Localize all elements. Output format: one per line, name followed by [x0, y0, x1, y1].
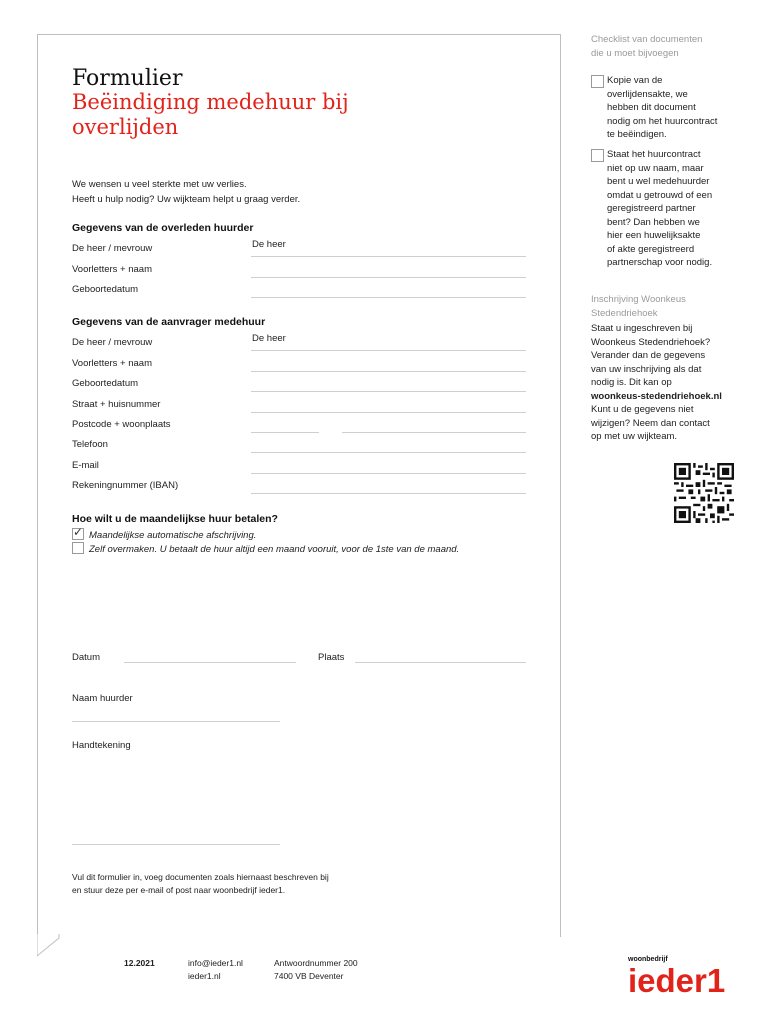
section-applicant-heading: Gegevens van de aanvrager medehuur — [72, 316, 266, 328]
field-label: Telefoon — [72, 439, 108, 450]
field-label: Rekeningnummer (IBAN) — [72, 480, 179, 491]
text-line: nodig om het huurcontract — [607, 115, 718, 127]
footer-contact — [188, 957, 243, 983]
checklist-heading-line-1: Checklist van documenten — [591, 34, 703, 45]
text-line: van uw inschrijving als dat — [591, 363, 702, 375]
page-tail — [37, 934, 87, 964]
date-label: Datum — [72, 652, 100, 663]
footer-date: 12.2021 — [124, 958, 155, 968]
checklist-heading — [591, 33, 702, 61]
deceased-salutation-input[interactable] — [251, 256, 526, 257]
intro-line-1: We wensen u veel sterkte met uw verlies. — [72, 179, 247, 190]
checkbox-manual[interactable] — [72, 542, 84, 554]
deceased-birthdate-row — [72, 284, 526, 302]
deceased-salutation-row — [72, 239, 526, 261]
field-label: Voorletters + naam — [72, 264, 153, 275]
applicant-iban-row — [72, 480, 526, 498]
text-line: nodig is. Dit kan op — [591, 377, 672, 388]
checklist-checkbox[interactable] — [591, 75, 604, 88]
deceased-name-input[interactable] — [251, 277, 526, 278]
applicant-phone-row — [72, 439, 526, 457]
text-line: Staat het huurcontract — [607, 149, 701, 160]
text-line: of akte geregistreerd — [607, 243, 695, 255]
text-line: op met uw wijkteam. — [591, 431, 678, 442]
text-line: omdat u getrouwd of een — [607, 189, 713, 201]
text-line: partnerschap voor nodig. — [607, 257, 713, 268]
applicant-birthdate-input[interactable] — [251, 391, 526, 392]
field-label: Geboortedatum — [72, 378, 139, 389]
applicant-birthdate-row — [72, 378, 526, 396]
payment-option-auto[interactable] — [72, 525, 257, 541]
text-line: hebben dit document — [607, 102, 696, 113]
deceased-name-row — [72, 264, 526, 282]
payment-option-manual[interactable] — [72, 542, 459, 555]
field-label: Geboortedatum — [72, 284, 139, 295]
checklist-item-text — [607, 74, 751, 142]
closing-line-1: Vul dit formulier in, voeg documenten zoals hiernaast beschreven bij — [72, 872, 329, 882]
footer-address-line-2: 7400 VB Deventer — [274, 971, 344, 981]
checklist-item-marriage-certificate — [591, 148, 751, 270]
signature-input[interactable] — [72, 844, 280, 845]
field-value: De heer — [252, 239, 286, 250]
section-deceased-heading: Gegevens van de overleden huurder — [72, 222, 254, 234]
closing-text — [72, 871, 329, 897]
woonkeus-link[interactable]: woonkeus-stedendriehoek.nl — [591, 390, 722, 402]
field-value: De heer — [252, 333, 286, 344]
applicant-street-row — [72, 399, 526, 417]
closing-line-2: en stuur deze per e-mail of post naar woonbedrijf ieder1. — [72, 885, 286, 895]
applicant-iban-input[interactable] — [251, 493, 526, 494]
text-line: bent u wel medehuurder — [607, 176, 710, 187]
brand-tagline: woonbedrijf — [628, 956, 668, 963]
text-line: te beëindigen. — [607, 129, 667, 140]
payment-option-label: Zelf overmaken. U betaalt de huur altijd een maand vooruit, voor de 1ste van de maand. — [89, 544, 460, 555]
applicant-salutation-row — [72, 333, 526, 355]
field-label: Voorletters + naam — [72, 358, 153, 369]
tenant-name-label: Naam huurder — [72, 693, 133, 704]
checkbox-auto[interactable] — [72, 525, 84, 540]
footer-address-line-1: Antwoordnummer 200 — [274, 958, 358, 968]
text-line: bent? Dan hebben we — [607, 216, 700, 228]
field-label: Straat + huisnummer — [72, 399, 161, 410]
text-line: Kunt u de gegevens niet — [591, 404, 694, 415]
footer-website[interactable]: ieder1.nl — [188, 971, 221, 981]
applicant-street-input[interactable] — [251, 412, 526, 413]
checklist-checkbox[interactable] — [591, 149, 604, 162]
applicant-email-row — [72, 460, 526, 478]
applicant-phone-input[interactable] — [251, 452, 526, 453]
field-label: De heer / mevrouw — [72, 243, 153, 254]
place-input[interactable] — [355, 662, 526, 663]
text-line: wijzigen? Neem dan contact — [591, 417, 710, 429]
applicant-name-input[interactable] — [251, 371, 526, 372]
signature-label: Handtekening — [72, 740, 131, 751]
brand-logo: ieder1 — [628, 962, 726, 999]
qr-code-icon[interactable] — [674, 463, 734, 523]
applicant-name-row — [72, 358, 526, 376]
applicant-email-input[interactable] — [251, 473, 526, 474]
intro-line-2: Heeft u hulp nodig? Uw wijkteam helpt u graag verder. — [72, 194, 301, 205]
footer-email[interactable]: info@ieder1.nl — [188, 958, 243, 968]
inschrijving-heading-line-2: Stedendriehoek — [591, 308, 658, 319]
form-title: Formulier — [72, 66, 183, 91]
checkmark-icon: ✓ — [73, 525, 84, 539]
text-line: Verander dan de gegevens — [591, 350, 706, 361]
text-line: Kopie van de — [607, 75, 663, 86]
checklist-heading-line-2: die u moet bijvoegen — [591, 48, 679, 59]
applicant-postcode-input[interactable] — [251, 432, 319, 433]
date-input[interactable] — [124, 662, 296, 663]
text-line: Woonkeus Stedendriehoek? — [591, 336, 711, 348]
section-payment-heading: Hoe wilt u de maandelijkse huur betalen? — [72, 513, 278, 525]
text-line: geregistreerd partner — [607, 203, 696, 214]
checklist-item-death-certificate — [591, 74, 751, 142]
applicant-postcode-row — [72, 419, 526, 437]
intro-text — [72, 177, 300, 207]
field-label: Postcode + woonplaats — [72, 419, 171, 430]
applicant-city-input[interactable] — [342, 432, 526, 433]
form-subtitle: Beëindiging medehuur bij overlijden — [72, 90, 349, 139]
footer-address — [274, 957, 358, 983]
applicant-salutation-input[interactable] — [251, 350, 526, 351]
text-line: overlijdensakte, we — [607, 88, 688, 100]
deceased-birthdate-input[interactable] — [251, 297, 526, 298]
place-label: Plaats — [318, 652, 345, 663]
field-label: E-mail — [72, 460, 99, 471]
checklist-item-text — [607, 148, 751, 270]
text-line: niet op uw naam, maar — [607, 162, 704, 174]
inschrijving-text — [591, 322, 751, 444]
tenant-name-input[interactable] — [72, 721, 280, 722]
field-label: De heer / mevrouw — [72, 337, 153, 348]
text-line: hier een huwelijksakte — [607, 230, 701, 241]
text-line: Staat u ingeschreven bij — [591, 323, 693, 334]
payment-option-label: Maandelijkse automatische afschrijving. — [89, 530, 257, 541]
inschrijving-heading — [591, 293, 686, 321]
inschrijving-heading-line-1: Inschrijving Woonkeus — [591, 294, 686, 305]
